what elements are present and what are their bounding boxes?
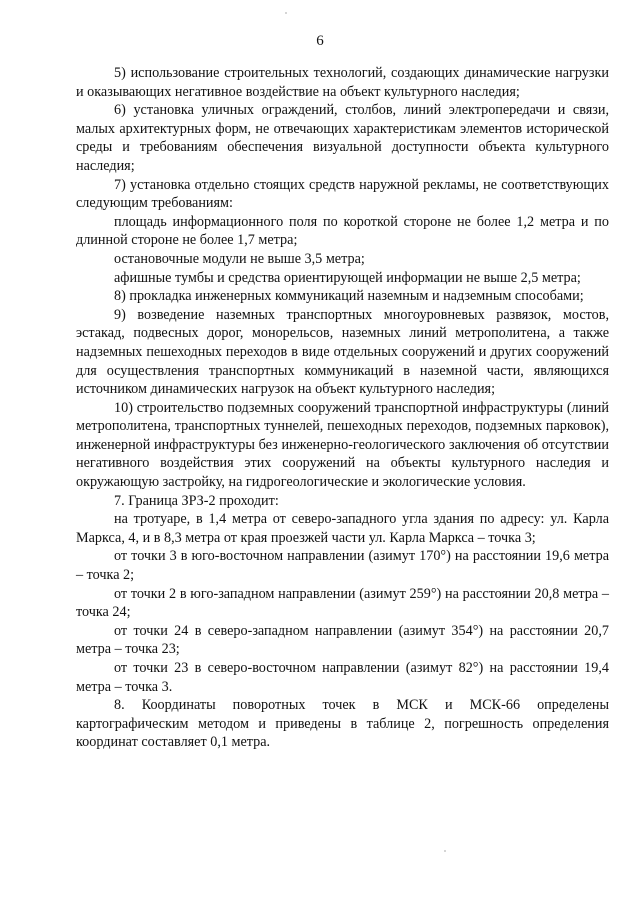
paragraph: от точки 24 в северо-западном направлении (азимут 354°) на расстоянии 20,7 метра – точка 23; bbox=[76, 622, 609, 658]
paragraph: 9) возведение наземных транспортных многоуровневых развязок, мостов, эстакад, подвесных дорог, монорельсов, наземных линий метрополитена, а также надземных пешеходных переходов в виде отдельных сооружений и других сооружений для осуществления транспортных коммуникаций в наземной части, являющихся источником динамических нагрузок на объект культурного наследия; bbox=[76, 306, 609, 398]
paragraph: от точки 2 в юго-западном направлении (азимут 259°) на расстоянии 20,8 метра – точка 24; bbox=[76, 585, 609, 621]
scan-speck bbox=[285, 12, 287, 14]
paragraph: 8. Координаты поворотных точек в МСК и МСК-66 определены картографическим методом и приведены в таблице 2, погрешность определения координат составляет 0,1 метра. bbox=[76, 697, 609, 751]
scan-speck bbox=[444, 850, 446, 852]
paragraph: 8) прокладка инженерных коммуникаций наземным и надземным способами; bbox=[114, 288, 584, 305]
paragraph: 7. Граница ЗРЗ-2 проходит: bbox=[114, 492, 279, 509]
paragraph: площадь информационного поля по короткой стороне не более 1,2 метра и по длинной стороне не более 1,7 метра; bbox=[76, 213, 609, 249]
paragraph: афишные тумбы и средства ориентирующей информации не выше 2,5 метра; bbox=[114, 269, 581, 286]
paragraph: 5) использование строительных технологий, создающих динамические нагрузки и оказывающих негативное воздействие на объект культурного наследия; bbox=[76, 65, 609, 100]
paragraph: на тротуаре, в 1,4 метра от северо-западного угла здания по адресу: ул. Карла Маркса, 4, и в 8,3 метра от края проезжей части ул. Карла Маркса – точка 3; bbox=[76, 511, 609, 546]
paragraph: 10) строительство подземных сооружений транспортной инфраструктуры (линий метрополитена, транспортных туннелей, пешеходных переходов, подземных парковок), инженерной инфраструктуры без инженерно-геологического заключения об отсутствии негативного воздействия этих сооружений на объекты культурного наследия и окружающую застройку, на гидрогеологические и экологические условия. bbox=[76, 399, 609, 491]
page-number: 6 bbox=[316, 33, 324, 49]
paragraph: от точки 23 в северо-восточном направлении (азимут 82°) на расстоянии 19,4 метра – точка 3. bbox=[76, 660, 609, 695]
paragraph: 6) установка уличных ограждений, столбов, линий электропередачи и связи, малых архитектурных форм, не отвечающих характеристикам элементов исторической среды и требованиям обеспечения визуальной доступности объекта культурного наследия; bbox=[76, 102, 609, 174]
paragraph: 7) установка отдельно стоящих средств наружной рекламы, не соответствующих следующим требованиям: bbox=[76, 176, 609, 212]
document-body bbox=[76, 64, 609, 752]
paragraph: остановочные модули не выше 3,5 метра; bbox=[114, 250, 365, 267]
paragraph: от точки 3 в юго-восточном направлении (азимут 170°) на расстоянии 19,6 метра – точка 2; bbox=[76, 548, 609, 584]
